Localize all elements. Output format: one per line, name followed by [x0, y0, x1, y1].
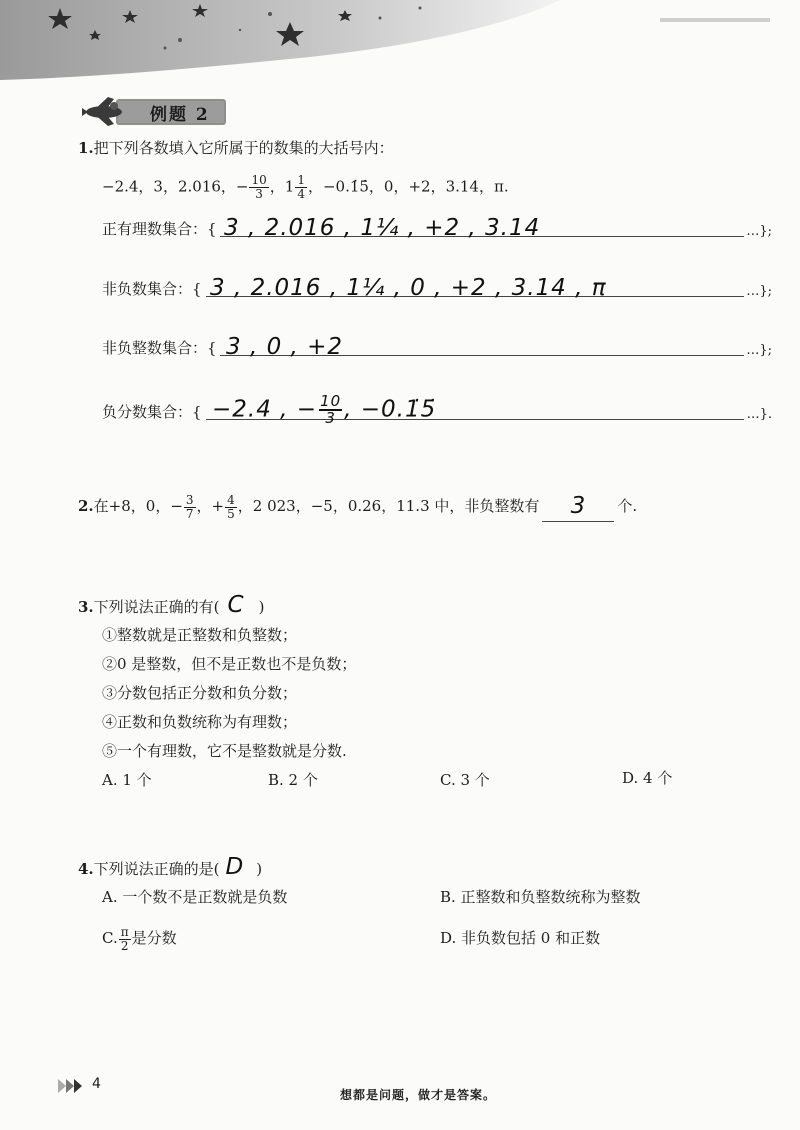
set-close: …};: [746, 284, 772, 299]
option-d: D. 非负数包括 0 和正数: [440, 929, 601, 947]
fraction: $\frac{10}{3}$: [251, 173, 267, 201]
example-heading-label: 例题 2: [150, 105, 210, 125]
option-a: A. 1 个: [102, 771, 152, 789]
set-close: …};: [746, 224, 772, 239]
set-row-positive-rational: [102, 213, 772, 243]
question-1-prompt: 1.把下列各数填入它所属于的数集的大括号内：: [78, 139, 394, 157]
handwritten-answer: 3: [570, 492, 587, 519]
set-label: 非负数集合：{: [102, 280, 202, 298]
handwritten-answer: C: [227, 592, 245, 618]
handwritten-answer: D: [225, 854, 245, 880]
fraction: $\frac{3}{7}$: [185, 492, 194, 521]
option-b: B. 2 个: [268, 771, 318, 789]
question-1-number: 1.: [78, 139, 94, 157]
question-3-number: 3.: [78, 598, 94, 616]
answer-blank: [542, 493, 614, 522]
option-b: B. 正整数和负整数统称为整数: [440, 888, 641, 906]
handwritten-answer: 3 , 2.016 , 1¼ , 0 , +2 , 3.14 , π: [210, 275, 607, 301]
set-row-non-negative-integer: [102, 332, 772, 362]
handwritten-answer: −2.4 , − $\frac{10}{3}$ , −0.1̇5̇: [212, 392, 437, 427]
set-row-non-negative: [102, 273, 772, 303]
set-label: 正有理数集合：{: [102, 220, 217, 238]
top-banner: [0, 0, 800, 80]
statement-5: ⑤一个有理数，它不是整数就是分数.: [102, 742, 347, 760]
page-arrow-icon: [58, 1078, 86, 1094]
set-label: 负分数集合：{: [102, 403, 202, 421]
fraction: $\frac{4}{5}$: [227, 492, 235, 521]
footer-slogan: 想都是问题，做才是答案。: [340, 1088, 497, 1102]
question-4-prompt: 4.下列说法正确的是( D ): [78, 854, 263, 880]
statement-4: ④正数和负数统称为有理数；: [102, 713, 298, 731]
statement-3: ③分数包括正分数和负分数；: [102, 684, 298, 702]
option-d: D. 4 个: [622, 769, 673, 787]
option-a: A. 一个数不是正数就是负数: [102, 888, 288, 906]
page-number: 4: [92, 1076, 101, 1092]
fraction: $\frac{\pi}{2}$: [120, 924, 129, 953]
question-2: 2.在+8，0，− $\frac{3}{7}$ ，+ $\frac{4}{5}$ ，2 023，−5，0.26，11.3 中，非负整数有 3 个.: [78, 492, 638, 521]
question-3-prompt: 3.下列说法正确的有( C ): [78, 592, 265, 618]
option-c: C. 3 个: [440, 771, 490, 789]
handwritten-answer: 3 , 0 , +2: [226, 334, 344, 360]
statement-2: ②0 是整数，但不是正数也不是负数；: [102, 655, 357, 673]
handwritten-answer: 3 , 2.016 , 1¼ , +2 , 3.14: [224, 215, 541, 241]
option-c: C. $\frac{\pi}{2}$ 是分数: [102, 924, 177, 953]
fraction: $\frac{1}{4}$: [297, 173, 305, 201]
set-label: 非负整数集合：{: [102, 339, 217, 357]
set-row-negative-fraction: [102, 390, 772, 426]
fraction: $\frac{10}{3}$: [320, 392, 342, 427]
set-close: …}.: [746, 407, 772, 422]
question-1-number-list: −2.4，3，2.016，− $\frac{10}{3}$ ，1 $\frac{1}{4}$ ，−0.1̇5̇，0，+2，3.14，π.: [102, 173, 509, 201]
statement-1: ①整数就是正整数和负整数；: [102, 626, 298, 644]
set-close: …};: [746, 343, 772, 358]
question-4-number: 4.: [78, 860, 94, 878]
question-2-number: 2.: [78, 497, 94, 515]
